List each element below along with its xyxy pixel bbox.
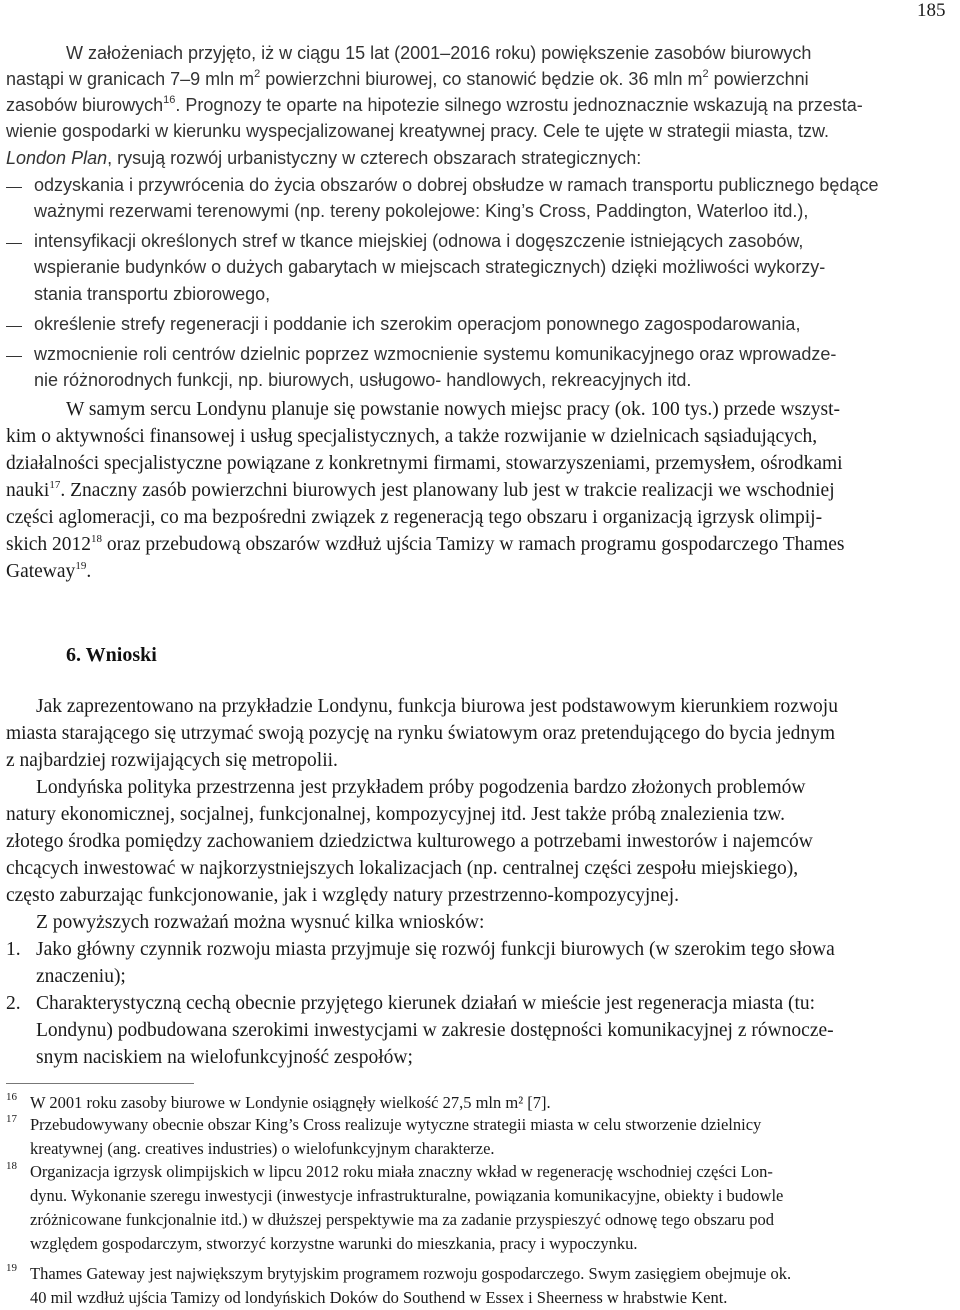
footnote-number: 17 (6, 1113, 17, 1125)
list-item-continued: znaczeniu); (36, 966, 126, 987)
dash-bullet (6, 243, 22, 244)
text-line: Z powyższych rozważań można wysnuć kilka wniosków: (36, 912, 485, 933)
footnote-text: W 2001 roku zasoby biurowe w Londynie osiągnęły wielkość 27,5 mln m² [7]. (30, 1093, 551, 1112)
section-heading: 6. Wnioski (66, 644, 157, 666)
footnote-ref: 19 (75, 560, 87, 572)
dash-bullet (6, 187, 22, 188)
text-line: kim o aktywności finansowej i usług specjalistycznych, a także rozwijanie w dzielnicach sąsiadujących, (6, 426, 818, 447)
footnote-ref: 17 (49, 479, 61, 491)
footnote-text: 40 mil wzdłuż ujścia Tamizy od londyńskich Doków do Southend w Essex i Sheerness w hrabstwie Kent. (30, 1288, 728, 1307)
list-number: 2. (6, 993, 21, 1014)
dash-bullet (6, 356, 22, 357)
footnote-number: 18 (6, 1160, 17, 1172)
text-line: zasobów biurowych$^{16}$. Prognozy te oparte na hipotezie silnego wzrostu jednoznacznie wskazują na przesta- (6, 94, 863, 115)
footnote-text: dynu. Wykonanie szeregu inwestycji (inwestycje infrastrukturalne, powiązania komunikacyjne, obiekty i budowle (30, 1186, 784, 1205)
footnote-number: 19 (6, 1262, 17, 1274)
text-line: W samym sercu Londynu planuje się powstanie nowych miejsc pracy (ok. 100 tys.) przede wszyst- (66, 399, 841, 420)
text-line: z najbardziej rozwijających się metropolii. (6, 750, 338, 771)
list-item: Jako główny czynnik rozwoju miasta przyjmuje się rozwój funkcji biurowych (w szerokim tego słowa (36, 939, 835, 960)
text-line: złotego środka pomiędzy zachowaniem dziedzictwa kulturowego a potrzebami inwestorów i najemców (6, 831, 813, 852)
text-line: części aglomeracji, co ma bezpośredni związek z regeneracją tego obszaru i organizacją igrzysk olimpij- (6, 507, 823, 528)
page-number: 185 (917, 0, 946, 21)
footnote-text: Przebudowywany obecnie obszar King’s Cross realizuje wytyczne strategii miasta w celu stworzenie dzielnicy (30, 1115, 762, 1134)
text-line: wienie gospodarki w kierunku wyspecjalizowanej kreatywnej pracy. Cele te ujęte w strategii miasta, tzw. (6, 121, 830, 141)
text-line: nastąpi w granicach 7–9 mln $m^2$ powierzchni biurowej, co stanowić będzie ok. 36 mln $m^2$ powierzchni (6, 68, 809, 89)
text-line: chcących inwestować w najkorzystniejszych lokalizacjach (np. centralnej części zespołu miejskiego), (6, 858, 799, 879)
text-line: Gateway$^{19}$. (6, 560, 92, 582)
text-line: Jak zaprezentowano na przykładzie Londynu, funkcja biurowa jest podstawowym kierunkiem rozwoju (36, 696, 838, 717)
list-item: Charakterystyczną cechą obecnie przyjętego kierunek działań w mieście jest regeneracja miasta (tu: (36, 993, 816, 1014)
list-item-continued: ważnymi rezerwami terenowymi (np. tereny pokolejowe: King’s Cross, Paddington, Waterloo itd.), (34, 201, 809, 221)
list-item: intensyfikacji określonych stref w tkance miejskiej (odnowa i dogęszczenie istniejących zasobów, (34, 231, 804, 251)
list-item-continued: stania transportu zbiorowego, (34, 284, 271, 304)
footnote-ref: 18 (91, 533, 103, 545)
list-item-continued: snym naciskiem na wielofunkcyjność zespołów; (36, 1047, 413, 1068)
list-number: 1. (6, 939, 21, 960)
footnote-text: względem gospodarczym, stworzyć korzystne warunki do mieszkania, pracy i wypoczynku. (30, 1234, 638, 1253)
footnote-text: Thames Gateway jest największym brytyjskim programem rozwoju gospodarczego. Swym zasięgiem obejmuje ok. (30, 1264, 792, 1283)
list-item-continued: nie różnorodnych funkcji, np. biurowych, usługowo- handlowych, rekreacyjnych itd. (34, 370, 692, 390)
footnote-ref: 16 (163, 94, 176, 106)
text-line: Londyńska polityka przestrzenna jest przykładem próby pogodzenia bardzo złożonych problemów (36, 777, 806, 798)
list-item: określenie strefy regeneracji i poddanie ich szerokim operacjom ponownego zagospodarowania, (34, 314, 801, 334)
text-line: skich 2012$^{18}$ oraz przebudową obszarów wzdłuż ujścia Tamizy w ramach programu gospodarczego Thames (6, 533, 845, 555)
footnote-separator (6, 1083, 194, 1084)
dash-bullet (6, 326, 22, 327)
text-line: W założeniach przyjęto, iż w ciągu 15 lat (2001–2016 roku) powiększenie zasobów biurowych (66, 43, 812, 63)
text-line: często zaburzając funkcjonowanie, jak i względy natury przestrzenno-kompozycyjnej. (6, 885, 680, 906)
footnote-text: kreatywnej (ang. creatives industries) o wielofunkcyjnym charakterze. (30, 1139, 495, 1158)
list-item-continued: wspieranie budynków o dużych gabarytach w miejscach strategicznych) dzięki możliwości wykorzy- (34, 257, 826, 277)
footnote-text: zróżnicowane funkcjonalnie itd.) w dłuższej perspektywie ma za zadanie przyspieszyć odnowę tego obszaru pod (30, 1210, 775, 1229)
text-line: London Plan, rysują rozwój urbanistyczny w czterech obszarach strategicznych: (6, 148, 642, 168)
list-item: odzyskania i przywrócenia do życia obszarów o dobrej obsłudze w ramach transportu publicznego będące (34, 175, 879, 195)
text-line: działalności specjalistyczne powiązane z konkretnymi firmami, stowarzyszeniami, przemysłem, ośrodkami (6, 453, 843, 474)
list-item-continued: Londynu) podbudowana szerokimi inwestycjami w zakresie dostępności komunikacyjnej z równocze- (36, 1020, 834, 1041)
footnote-number: 16 (6, 1091, 17, 1103)
footnote-text: Organizacja igrzysk olimpijskich w lipcu 2012 roku miała znaczny wkład w regenerację wschodniej części Lon- (30, 1162, 773, 1181)
text-line: natury ekonomicznej, socjalnej, funkcjonalnej, kompozycyjnej itd. Jest także próbą znalezienia tzw. (6, 804, 785, 825)
text-line: nauki$^{17}$. Znaczny zasób powierzchni biurowych jest planowany lub jest w trakcie realizacji we wschodniej (6, 479, 835, 501)
list-item: wzmocnienie roli centrów dzielnic poprzez wzmocnienie systemu komunikacyjnego oraz wprowadze- (34, 344, 837, 364)
text-line: miasta starającego się utrzymać swoją pozycję na rynku światowym oraz pretendującego do bycia jednym (6, 723, 835, 744)
